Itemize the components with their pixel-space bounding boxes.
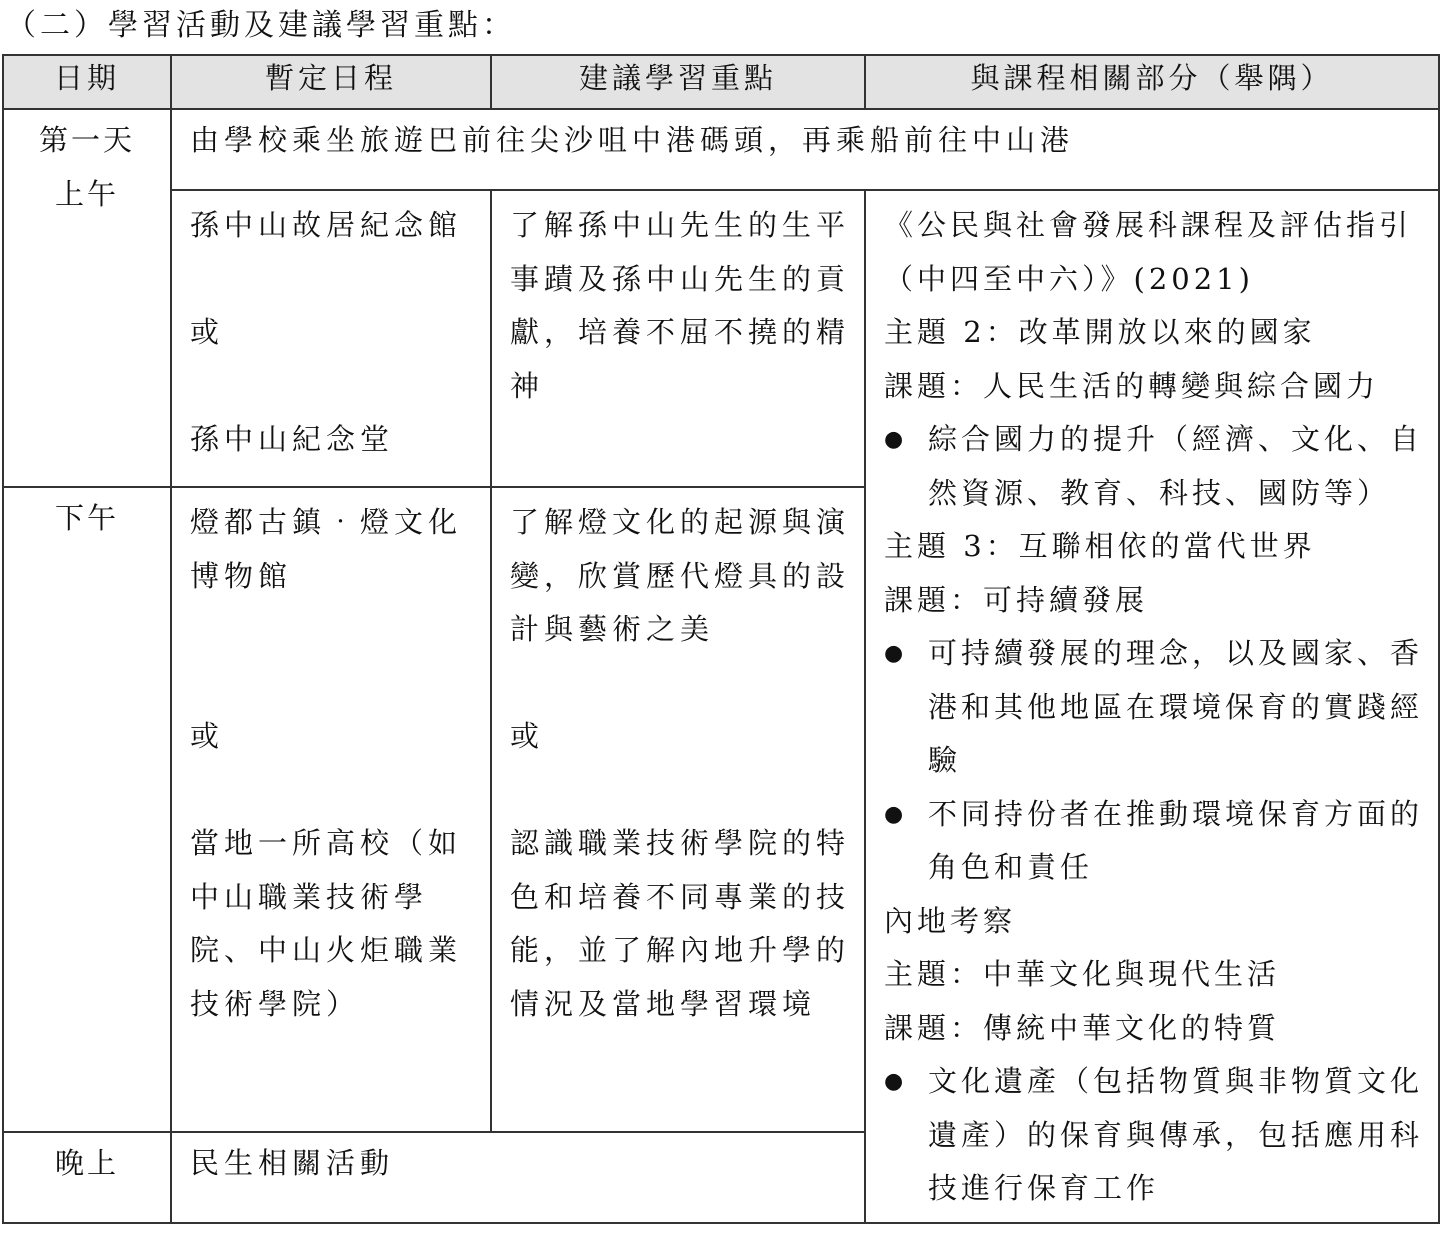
topic-inland: 課題：傳統中華文化的特質 [884,1010,1281,1045]
header-learning-focus: 建議學習重點 [491,55,865,109]
afternoon-focus-lantern: 了解燈文化的起源與演變，欣賞歷代燈具的設計與藝術之美 [510,505,851,647]
evening-period-cell [3,1132,171,1222]
transport-text: 由學校乘坐旅遊巴前往尖沙咀中港碼頭，再乘船前往中山港 [190,123,1075,157]
transport-cell [171,109,1439,190]
day1-morning-cell [3,109,171,487]
venue-local-college: 當地一所高校（如中山職業技術學院、中山火炬職業技術學院） [190,826,463,1021]
bullet-icon: ● [884,1069,908,1094]
afternoon-venue-cell [171,487,491,1132]
day-label: 第一天 [38,123,135,157]
morning-focus-cell [491,190,865,487]
table-header-row [3,55,1439,109]
bullet-text: 可持續發展的理念，以及國家、香港和其他地區在環境保育的實踐經驗 [928,636,1424,777]
afternoon-focus-college: 認識職業技術學院的特色和培養不同專業的技能，並了解內地升學的情況及當地學習環境 [510,826,851,1021]
theme-2: 主題 2：改革開放以來的國家 [884,315,1316,349]
period-afternoon: 下午 [54,501,119,536]
list-item [884,627,1428,788]
venue-sun-yat-sen-residence: 孫中山故居紀念館 [190,208,463,242]
bullet-text: 綜合國力的提升（經濟、文化、自然資源、教育、科技、國防等） [928,422,1424,510]
bullet-icon: ● [884,801,908,827]
afternoon-focus-cell [491,487,865,1132]
bullet-icon: ● [884,641,908,666]
curriculum-guide: 《公民與社會發展科課程及評估指引（中四至中六）》(2021) [884,208,1413,296]
header-schedule: 暫定日程 [171,55,491,109]
venue-sun-yat-sen-hall: 孫中山紀念堂 [190,422,395,456]
afternoon-period-cell [3,487,171,1132]
bullet-text: 文化遺產（包括物質與非物質文化遺產）的保育與傳承，包括應用科技進行保育工作 [928,1064,1424,1205]
section-heading: （二）學習活動及建議學習重點： [6,8,516,43]
morning-venue-cell [171,190,491,487]
theme-inland: 主題：中華文化與現代生活 [884,957,1281,991]
evening-activity-cell [171,1132,865,1222]
bullet-icon: ● [884,427,908,452]
topic-2: 課題：人民生活的轉變與綜合國力 [884,368,1380,403]
list-item [884,413,1428,520]
morning-focus-text: 了解孫中山先生的生平事蹟及孫中山先生的貢獻，培養不屈不撓的精神 [510,208,851,403]
theme-3: 主題 3：互聯相依的當代世界 [884,529,1316,563]
evening-activity-text: 民生相關活動 [190,1146,395,1181]
period-morning: 上午 [54,176,119,211]
table-row-transport [3,109,1439,190]
list-item [884,788,1428,895]
header-date: 日期 [3,55,171,109]
header-curriculum: 與課程相關部分（舉隅） [865,55,1439,109]
table-row-morning [3,190,1439,487]
or-text: 或 [510,719,545,754]
schedule-table [2,54,1440,1224]
inland-study: 內地考察 [884,903,1017,938]
bullet-text: 不同持份者在推動環境保育方面的角色和責任 [928,796,1424,884]
curriculum-cell [865,190,1439,1223]
or-text: 或 [190,719,225,754]
list-item [884,1055,1428,1216]
or-text: 或 [190,315,225,349]
period-evening: 晚上 [54,1146,119,1181]
venue-lantern-museum: 燈都古鎮‧燈文化博物館 [190,505,463,593]
topic-3: 課題：可持續發展 [884,582,1149,617]
